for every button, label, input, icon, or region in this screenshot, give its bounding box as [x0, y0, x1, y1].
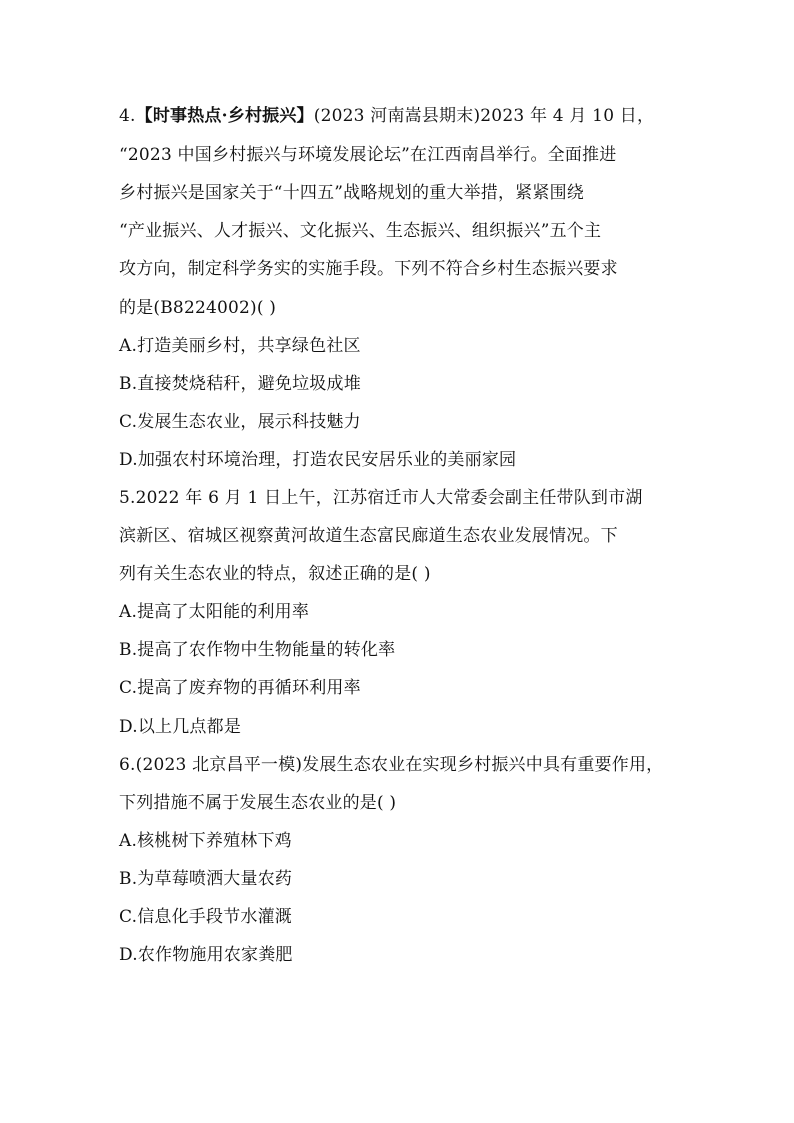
question-6-option-c: C.信息化手段节水灌溉	[119, 907, 293, 927]
question-6-option-b: B.为草莓喷洒大量农药	[119, 869, 293, 889]
question-4-option-b: B.直接焚烧秸秆，避免垃圾成堆	[119, 374, 361, 394]
question-4-line: “产业振兴、人才振兴、文化振兴、生态振兴、组织振兴”五个主	[119, 221, 602, 241]
question-4-line: 乡村振兴是国家关于“十四五”战略规划的重大举措，紧紧围绕	[119, 183, 584, 203]
question-5-option-d: D.以上几点都是	[119, 717, 242, 737]
question-5-option-b: B.提高了农作物中生物能量的转化率	[119, 640, 396, 660]
question-6-line: 6.(2023 北京昌平一模)发展生态农业在实现乡村振兴中具有重要作用，	[119, 755, 664, 775]
question-4-line: 攻方向，制定科学务实的实施手段。下列不符合乡村生态振兴要求	[119, 259, 618, 279]
question-5-line: 列有关生态农业的特点，叙述正确的是( )	[119, 564, 431, 584]
question-4-first-line	[119, 104, 679, 128]
question-5-line: 5.2022 年 6 月 1 日上午，江苏宿迁市人大常委会副主任带队到市湖	[119, 488, 643, 508]
question-6-line: 下列措施不属于发展生态农业的是( )	[119, 793, 397, 813]
question-5-line: 滨新区、宿城区视察黄河故道生态富民廊道生态农业发展情况。下	[119, 526, 618, 546]
question-6-option-a: A.核桃树下养殖林下鸡	[119, 831, 292, 851]
question-4-tag: 【时事热点·乡村振兴】	[135, 106, 314, 126]
question-4-option-a: A.打造美丽乡村，共享绿色社区	[119, 336, 361, 356]
question-4-source: (2023 河南嵩县期末)2023 年 4 月 10 日，	[313, 106, 655, 126]
question-5-option-a: A.提高了太阳能的利用率	[119, 602, 310, 622]
question-4-line: 的是(B8224002)( )	[119, 298, 277, 318]
question-4-option-c: C.发展生态农业，展示科技魅力	[119, 412, 361, 432]
question-6-option-d: D.农作物施用农家粪肥	[119, 945, 293, 965]
question-4-option-d: D.加强农村环境治理，打造农民安居乐业的美丽家园	[119, 450, 517, 470]
question-5-option-c: C.提高了废弃物的再循环利用率	[119, 678, 361, 698]
question-4-number: 4.	[119, 106, 136, 126]
question-4-line: “2023 中国乡村振兴与环境发展论坛”在江西南昌举行。全面推进	[119, 145, 617, 165]
